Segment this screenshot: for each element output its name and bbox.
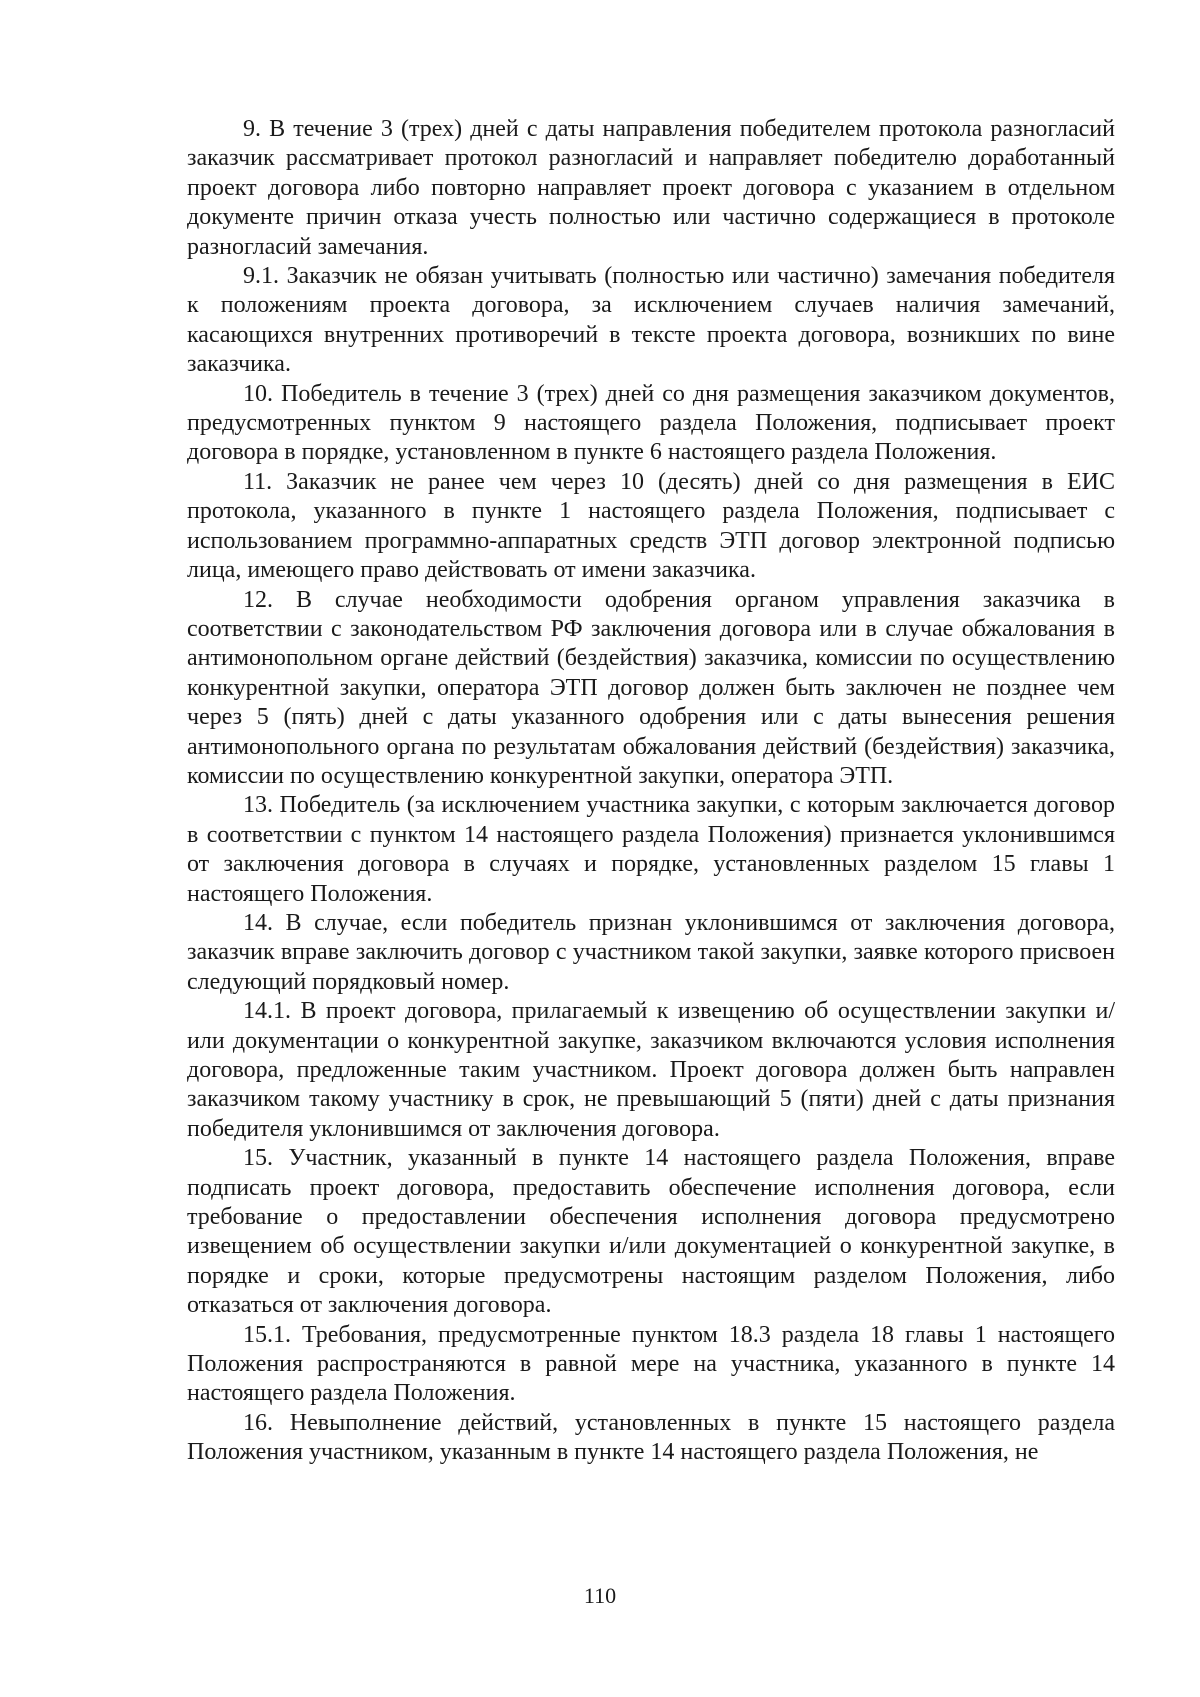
- paragraph-12: 12. В случае необходимости одобрения органом управления заказчика в соответствии с законодательством РФ заключения договора или в случае обжалования в антимонопольном органе действий (бездействия) заказчика, комиссии по осуществлению конкурентной закупки, оператора ЭТП договор должен быть заключен не позднее чем через 5 (пять) дней с даты указанного одобрения или с даты вынесения решения антимонопольного органа по результатам обжалования действий (бездействия) заказчика, комиссии по осуществлению конкурентной закупки, оператора ЭТП.: [187, 586, 1115, 789]
- paragraph-11: 11. Заказчик не ранее чем через 10 (десять) дней со дня размещения в ЕИС протокола, указанного в пункте 1 настоящего раздела Положения, подписывает с использованием программно-аппаратных средств ЭТП договор электронной подписью лица, имеющего право действовать от имени заказчика.: [187, 468, 1115, 584]
- page-number: 110: [583, 1583, 617, 1608]
- paragraph-15-1: 15.1. Требования, предусмотренные пунктом 18.3 раздела 18 главы 1 настоящего Положения распространяются в равной мере на участника, указанного в пункте 14 настоящего раздела Положения.: [187, 1321, 1115, 1407]
- paragraph-14: 14. В случае, если победитель признан уклонившимся от заключения договора, заказчик вправе заключить договор с участником такой закупки, заявке которого присвоен следующий порядковый номер.: [187, 909, 1115, 995]
- paragraph-9-1: 9.1. Заказчик не обязан учитывать (полностью или частично) замечания победителя к положениям проекта договора, за исключением случаев наличия замечаний, касающихся внутренних противоречий в тексте проекта договора, возникших по вине заказчика.: [187, 263, 1115, 378]
- paragraph-15: 15. Участник, указанный в пункте 14 настоящего раздела Положения, вправе подписать проект договора, предоставить обеспечение исполнения договора, если требование о предоставлении обеспечения исполнения договора предусмотрено извещением об осуществлении закупки и/или документацией о конкурентной закупке, в порядке и сроки, которые предусмотрены настоящим разделом Положения, либо отказаться от заключения договора.: [187, 1145, 1115, 1319]
- paragraph-16: 16. Невыполнение действий, установленных в пункте 15 настоящего раздела Положения участником, указанным в пункте 14 настоящего раздела Положения, не: [187, 1409, 1115, 1466]
- paragraph-13: 13. Победитель (за исключением участника закупки, с которым заключается договор в соответствии с пунктом 14 настоящего раздела Положения) признается уклонившимся от заключения договора в случаях и порядке, установленных разделом 15 главы 1 настоящего Положения.: [187, 792, 1115, 907]
- paragraph-10: 10. Победитель в течение 3 (трех) дней со дня размещения заказчиком документов, предусмотренных пунктом 9 настоящего раздела Положения, подписывает проект договора в порядке, установленном в пункте 6 настоящего раздела Положения.: [187, 380, 1115, 466]
- paragraph-14-1: 14.1. В проект договора, прилагаемый к извещению об осуществлении закупки и/или документации о конкурентной закупке, заказчиком включаются условия исполнения договора, предложенные таким участником. Проект договора должен быть направлен заказчиком такому участнику в срок, не превышающий 5 (пяти) дней с даты признания победителя уклонившимся от заключения договора.: [187, 998, 1115, 1142]
- document-body: [187, 115, 1115, 1468]
- paragraph-9: 9. В течение 3 (трех) дней с даты направления победителем протокола разногласий заказчик рассматривает протокол разногласий и направляет победителю доработанный проект договора либо повторно направляет проект договора с указанием в отдельном документе причин отказа учесть полностью или частично содержащиеся в протоколе разногласий замечания.: [187, 116, 1115, 260]
